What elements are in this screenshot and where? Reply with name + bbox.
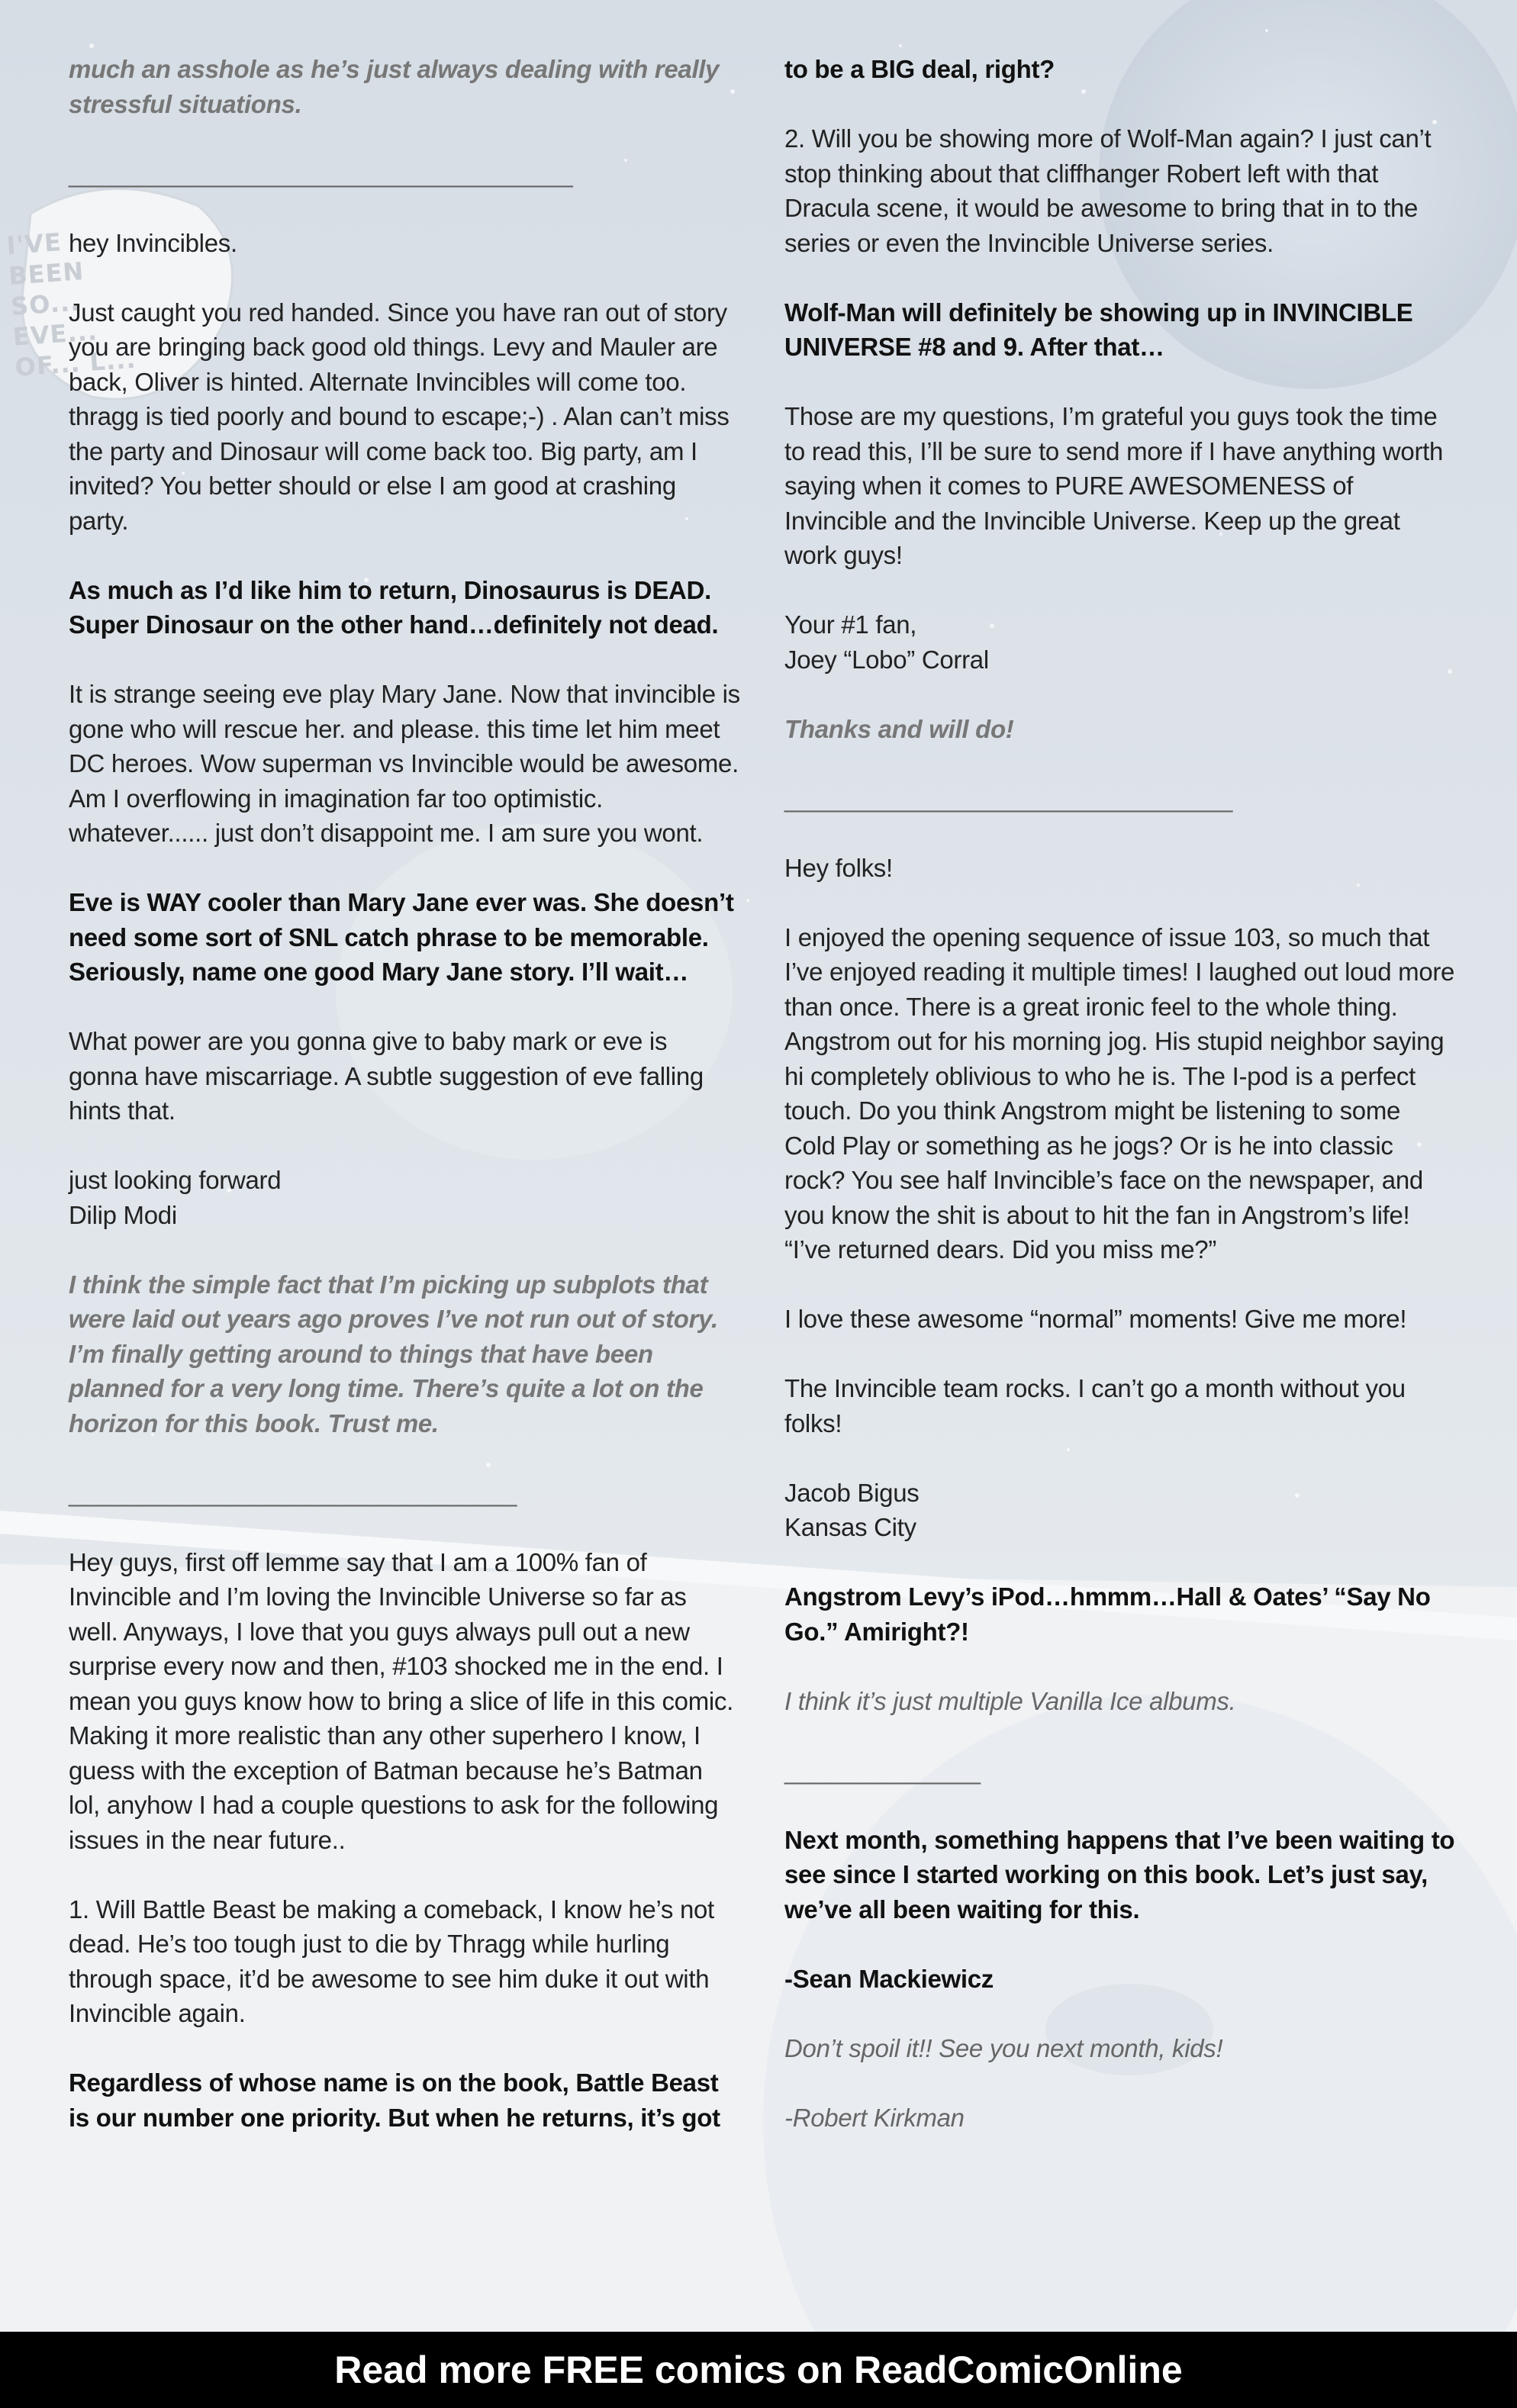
reply-paragraph: -Robert Kirkman (784, 2103, 965, 2132)
reply-paragraph: -Sean Mackiewicz (784, 1964, 994, 1993)
speech-bubble-text: I'VE BEEN SO... EVE... OF... L... (5, 227, 137, 382)
reply-paragraph: I think it’s just multiple Vanilla Ice albums. (784, 1686, 1236, 1715)
reply-paragraph: Don’t spoil it!! See you next month, kids! (784, 2033, 1223, 2062)
reply-paragraph: Eve is WAY cooler than Mary Jane ever was. She doesn’t need some sort of SNL catch phrase to be memorable. Seriously, name one good Mary Jane story. I’ll wait… (69, 888, 734, 986)
letter-paragraph: It is strange seeing eve play Mary Jane. Now that invincible is gone who will rescue her. and please. this time let him meet DC heroes. Wow superman vs Invincible would be awesome. Am I overflowing in imagination far too optimistic. whatever...... just don’t disappoint me. I am sure you wont. (69, 680, 740, 847)
letter-paragraph: Hey guys, first off lemme say that I am a 100% fan of Invincible and I’m loving the Invincible Universe so far as well. Anyways, I love that you guys always pull out a new surprise every now and then, #103 shocked me in the end. I mean you guys know how to bring a slice of life in this comic. Making it more realistic than any other superhero I know, I guess with the exception of Batman because he’s Batman lol, anyhow I had a couple questions to ask for the following issues in the near future.. (69, 1547, 733, 1854)
reply-paragraph: to be a BIG deal, right? (784, 55, 1055, 83)
divider-rule: ____________________________________ (69, 159, 573, 188)
letter-paragraph: hey Invincibles. (69, 228, 237, 257)
letter-paragraph: Those are my questions, I’m grateful you guys took the time to read this, I’ll be sure to send more if I have anything worth saying when it comes to PURE AWESOMENESS of Invincible and the Invincible Universe. Keep up the great work guys! (784, 402, 1444, 569)
footer-text[interactable]: Read more FREE comics on ReadComicOnline (334, 2348, 1183, 2391)
letter-paragraph: 2. Will you be showing more of Wolf-Man again? I just can’t stop thinking about that cliffhanger Robert left with that Dracula scene, it would be awesome to bring that in to the series or even the Invincible Universe series. (784, 124, 1432, 257)
divider-rule: ________________________________ (784, 784, 1233, 813)
letter-paragraph: Jacob Bigus Kansas City (784, 1478, 920, 1541)
reply-paragraph: I think the simple fact that I’m picking up subplots that were laid out years ago proves I’ve not run out of story. I’m finally getting around to things that have been planned for a very long time. There’s quite a lot on the horizon for this book. Trust me. (69, 1270, 718, 1437)
right-column (784, 52, 1456, 2170)
reply-paragraph: As much as I’d like him to return, Dinosaurus is DEAD. Super Dinosaur on the other hand…definitely not dead. (69, 575, 719, 639)
reply-paragraph: Wolf-Man will definitely be showing up in INVINCIBLE UNIVERSE #8 and 9. After that… (784, 298, 1413, 361)
letter-paragraph: What power are you gonna give to baby mark or eve is gonna have miscarriage. A subtle suggestion of eve falling hints that. (69, 1027, 704, 1125)
reply-paragraph: Next month, something happens that I’ve been waiting to see since I started working on this book. Let’s just say, we’ve all been waiting for this. (784, 1825, 1455, 1924)
letter-paragraph: The Invincible team rocks. I can’t go a month without you folks! (784, 1374, 1406, 1437)
left-column (69, 52, 740, 2170)
letter-paragraph: I love these awesome “normal” moments! Give me more! (784, 1305, 1407, 1333)
letter-paragraph: Hey folks! (784, 853, 893, 882)
letter-paragraph: I enjoyed the opening sequence of issue 103, so much that I’ve enjoyed reading it multiple times! I laughed out loud more than once. There is a great ironic feel to the whole thing. Angstrom out for his morning jog. His stupid neighbor saying hi completely oblivious to who he is. The I-pod is a perfect touch. Do you think Angstrom might be listening to some Cold Play or something as he jogs? Or is he into classic rock? You see half Invincible’s face on the newspaper, and you know the shit is about to hit the fan in Angstrom’s life! “I’ve returned dears. Did you miss me?” (784, 922, 1455, 1264)
letter-paragraph: Just caught you red handed. Since you have ran out of story you are bringing back good old things. Levy and Mauler are back, Oliver is hinted. Alternate Invincibles will come too. thragg is tied poorly and bound to escape;-) . Alan can’t miss the party and Dinosaur will come back too. Big party, am I invited? You better should or else I am good at crashing party. (69, 298, 730, 535)
reply-paragraph: Thanks and will do! (784, 714, 1014, 743)
reply-paragraph: much an asshole as he’s just always dealing with really stressful situations. (69, 55, 720, 118)
letter-paragraph: Your #1 fan, Joey “Lobo” Corral (784, 610, 989, 674)
letter-paragraph: just looking forward Dilip Modi (69, 1166, 282, 1229)
reply-paragraph: Regardless of whose name is on the book, Battle Beast is our number one priority. But when he returns, it’s got (69, 2068, 720, 2132)
letter-paragraph: 1. Will Battle Beast be making a comeback, I know he’s not dead. He’s too tough just to die by Thragg while hurling through space, it’d be awesome to see him duke it out with Invincible again. (69, 1895, 714, 2027)
divider-rule: ________________________________ (69, 1478, 517, 1507)
footer-banner[interactable] (0, 2332, 1517, 2408)
divider-rule: ______________ (784, 1756, 981, 1785)
reply-paragraph: Angstrom Levy’s iPod…hmmm…Hall & Oates’ “Say No Go.” Amiright?! (784, 1582, 1431, 1646)
